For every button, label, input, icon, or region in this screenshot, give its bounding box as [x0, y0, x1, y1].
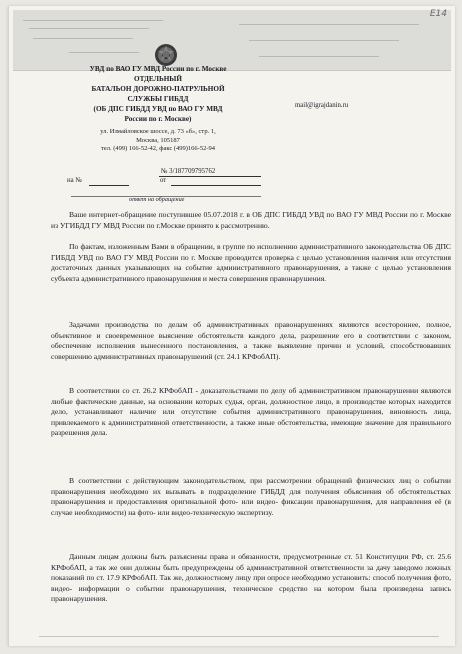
- page-corner-note: Е14: [429, 9, 447, 19]
- date-label: от: [160, 177, 167, 184]
- letterhead-line: ОТДЕЛЬНЫЙ: [134, 75, 182, 83]
- form-line: [23, 20, 163, 21]
- address-line: тел. (499) 166-52-42, факс (499)166-52-94: [100, 145, 215, 152]
- sender-address: [63, 128, 253, 154]
- paragraph: По фактам, изложенным Вами в обращении, в группе по исполнению административного законодательства ОБ ДПС ГИБДД УВД по ВАО ГУ МВД России по г. Москве проводится проверка с целью установления наличия или отсутствия достаточных данных указывающих на событие административного правонарушения, а также с целью установления субъекта административного правонарушения и места совершения правонарушения.: [51, 242, 451, 283]
- form-line: [33, 38, 133, 39]
- paragraph: Ваше интернет-обращение поступившее 05.07.2018 г. в ОБ ДПС ГИБДД УВД по ВАО ГУ МВД России по г. Москве из УГИБДД ГУ МВД России по г.Москве принято к рассмотрению.: [51, 210, 451, 230]
- form-line: [249, 40, 399, 41]
- form-line: [239, 24, 419, 25]
- paragraph: Данным лицам должны быть разъяснены права и обязанности, предусмотренные ст. 51 Конституции РФ, ст. 25.6 КРФобАП, а так же они должны быть предупреждены об административной ответственности за дачу заведомо ложных показаний по ст. 17.9 КРФобАП. Так же, должностному лицу при опросе необходимо установить: способ получения фото, видео- информации о событии правонарушения, техническое средство на котором была произведена запись правонарушения.: [51, 552, 451, 604]
- incoming-ref-label: на №: [67, 177, 82, 184]
- paragraph: В соответствии с действующим законодательством, при рассмотрении обращений физических лиц о событии правонарушения необходимо их вызывать в подразделение ГИБДД для получения объяснения об обстоятельствах правонарушения и предоставления оригинальной фото- или видео- фиксации правонарушения, для направления её (в случае необходимости) на фото- или видео-техническую экспертизу.: [51, 476, 451, 517]
- address-line: ул. Измайловское шоссе, д. 73 «б», стр. 1,: [100, 128, 216, 135]
- form-line: [69, 52, 139, 53]
- recipient-email: mail@igrajdanin.ru: [295, 102, 349, 109]
- outgoing-number: № 3/187709795762: [161, 168, 216, 175]
- letterhead-line: (ОБ ДПС ГИБДД УВД по ВАО ГУ МВД: [93, 105, 223, 113]
- letterhead-line: СЛУЖБЫ ГИБДД: [127, 95, 189, 103]
- form-line: [29, 28, 149, 29]
- document-page: [8, 6, 455, 646]
- letterhead-line: УВД по ВАО ГУ МВД России по г. Москве: [89, 65, 227, 73]
- letterhead: [33, 64, 283, 124]
- letterhead-line: России по г. Москве): [124, 115, 192, 123]
- form-line: [259, 56, 379, 57]
- answer-note: ответ на обращение: [129, 196, 185, 203]
- letterhead-line: БАТАЛЬОН ДОРОЖНО-ПАТРУЛЬНОЙ: [91, 85, 225, 93]
- paragraph: В соответствии со ст. 26.2 КРФобАП - доказательствами по делу об административном правонарушении являются любые фактические данные, на основании которых судья, орган, должностное лицо, в производстве которых находится дело, устанавливают наличие или отсутствие события административного правонарушения, виновность лица, привлекаемого к административной ответственности, а также иные обстоятельства, имеющие значение для правильного разрешения дела.: [51, 386, 451, 438]
- paragraph: Задачами производства по делам об административных правонарушениях являются всестороннее, полное, объективное и своевременное выяснение обстоятельств каждого дела, разрешение его в соответствии с законом, обеспечение исполнения вынесенного постановления, а также выявление причин и условий, способствовавших совершению административных правонарушений (ст. 24.1 КРФобАП).: [51, 320, 451, 361]
- number-underline: [159, 176, 261, 177]
- address-line: Москва, 105187: [136, 136, 180, 144]
- footer-rule: [39, 636, 439, 637]
- date-underline: [171, 185, 261, 186]
- ref-underline: [89, 185, 129, 186]
